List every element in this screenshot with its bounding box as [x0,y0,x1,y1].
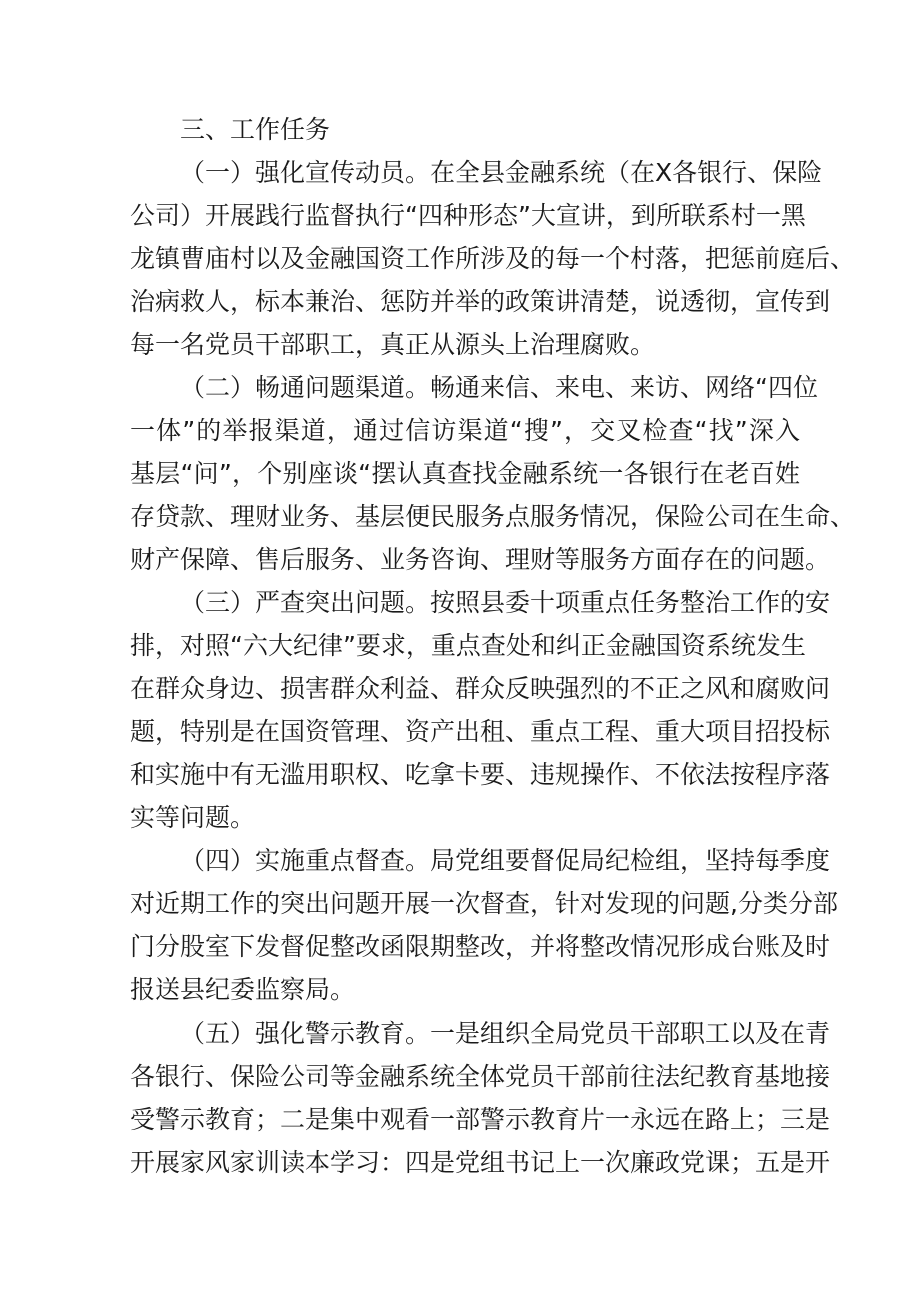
paragraph-1-line-2: 公司）开展践行监督执行“四种形态”大宣讲，到所联系村一黑 [130,201,806,230]
section-heading: 三、工作任务 [180,115,331,144]
paragraph-4-line-4: 报送县纪委监察局。 [130,975,356,1004]
paragraph-3-line-4: 题，特别是在国资管理、资产出租、重点工程、重大项目招投标 [130,717,831,746]
paragraph-3-line-6: 实等问题。 [130,803,256,832]
paragraph-4-line-1: （四）实施重点督查。局党组要督促局纪检组，坚持每季度 [180,846,831,875]
paragraph-3-line-2: 排，对照“六大纪律”要求，重点查处和纠正金融国资系统发生 [130,631,806,660]
paragraph-5-line-2: 各银行、保险公司等金融系统全体党员干部前往法纪教育基地接 [130,1062,831,1091]
paragraph-3-line-5: 和实施中有无滥用职权、吃拿卡要、违规操作、不依法按程序落 [130,760,831,789]
paragraph-2-line-3: 基层“问”，个别座谈“摆认真查找金融系统一各银行在老百姓 [130,459,800,488]
paragraph-1-line-3: 龙镇曹庙村以及金融国资工作所涉及的每一个村落，把惩前庭后、 [130,244,856,273]
paragraph-2-line-5: 财产保障、售后服务、业务咨询、理财等服务方面存在的问题。 [130,545,831,574]
paragraph-2-line-1: （二）畅通问题渠道。畅通来信、来电、来访、网络“四位 [180,373,818,402]
paragraph-2-line-2: 一体”的举报渠道，通过信访渠道“搜”，交叉检查“找”深入 [130,416,800,445]
paragraph-4-line-2: 对近期工作的突出问题开展一次督查，针对发现的问题,分类分部 [130,889,838,918]
paragraph-5-line-4: 开展家风家训读本学习：四是党组书记上一次廉政党课；五是开 [130,1148,831,1177]
paragraph-1-line-4: 治病救人，标本兼治、惩防并举的政策讲清楚，说透彻，宣传到 [130,287,831,316]
paragraph-1-line-1: （一）强化宣传动员。在全县金融系统（在X各银行、保险 [180,158,823,187]
paragraph-5-line-3: 受警示教育；二是集中观看一部警示教育片一永远在路上；三是 [130,1105,831,1134]
paragraph-3-line-3: 在群众身边、损害群众利益、群众反映强烈的不正之风和腐败问 [130,674,831,703]
paragraph-2-line-4: 存贷款、理财业务、基层便民服务点服务情况，保险公司在生命、 [130,502,856,531]
paragraph-3-line-1: （三）严查突出问题。按照县委十项重点任务整治工作的安 [180,588,831,617]
paragraph-1-line-5: 每一名党员干部职工，真正从源头上治理腐败。 [130,330,656,359]
paragraph-4-line-3: 门分股室下发督促整改函限期整改，并将整改情况形成台账及时 [130,932,831,961]
paragraph-5-line-1: （五）强化警示教育。一是组织全局党员干部职工以及在青 [180,1019,831,1048]
